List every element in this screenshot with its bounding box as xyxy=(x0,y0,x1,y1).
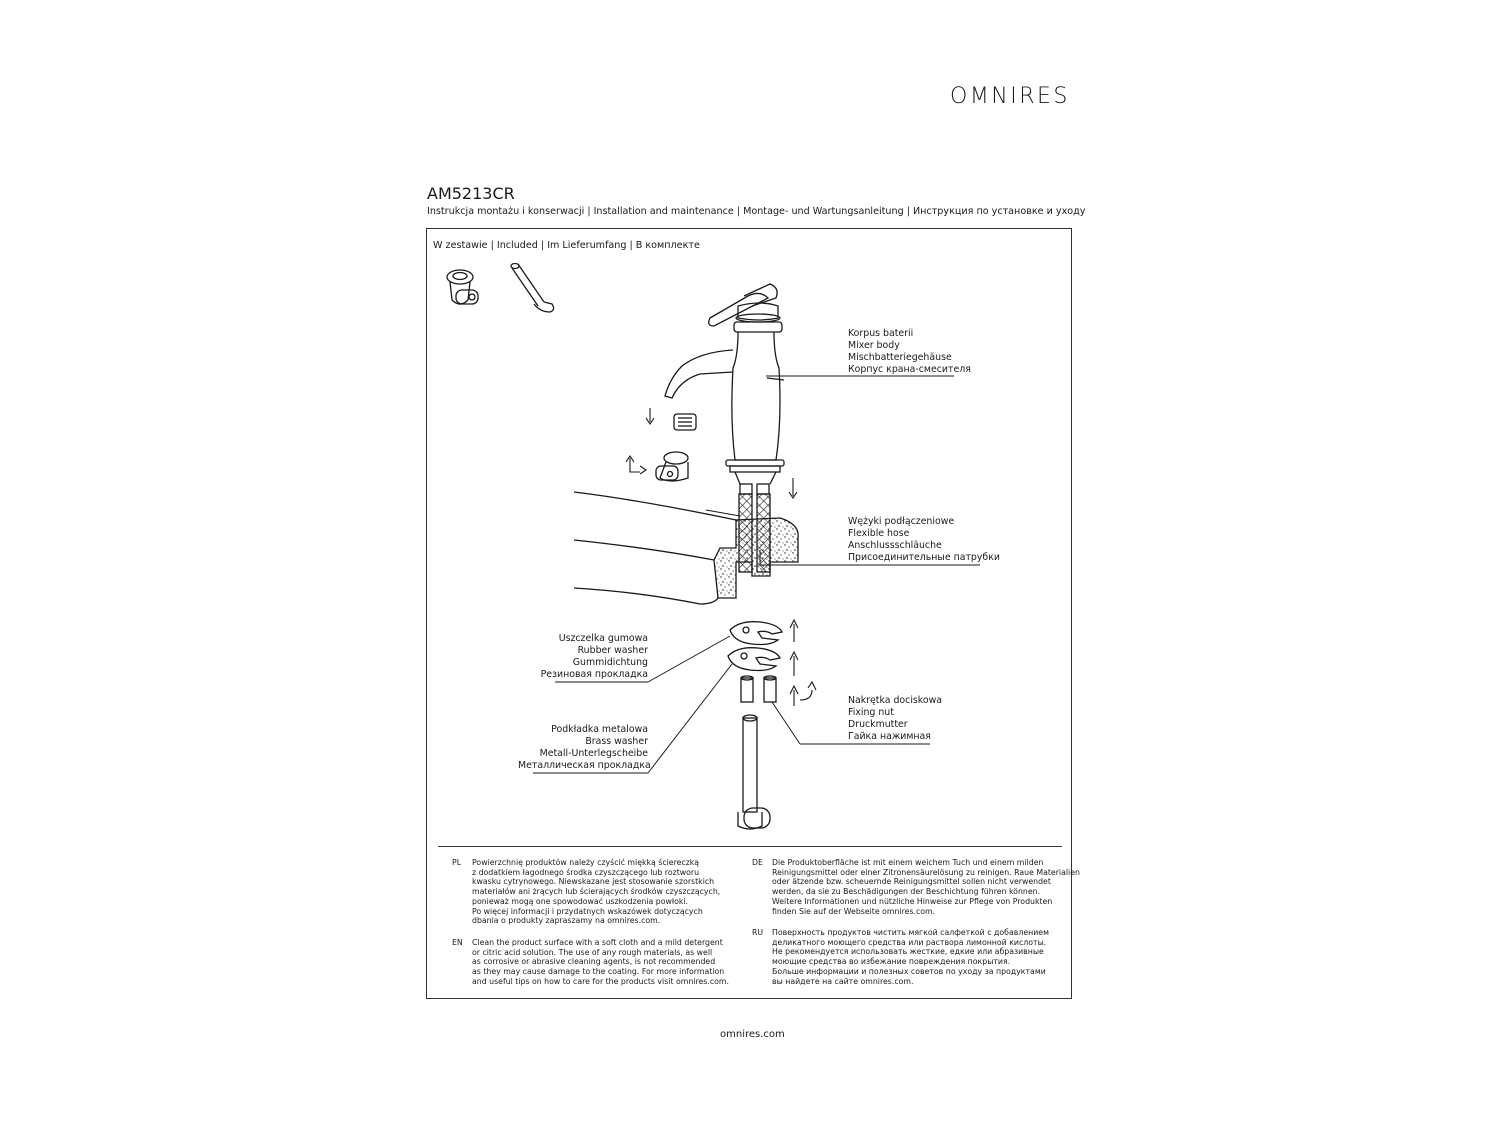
care-code-de: DE xyxy=(752,858,763,867)
care-code-en: EN xyxy=(452,938,463,947)
footer-website-link[interactable]: omnires.com xyxy=(720,1029,785,1040)
document-subtitle: Instrukcja montażu i konserwacji | Installation and maintenance | Montage- und Wartungsanleitung | Инструкция по установке и уходу xyxy=(427,206,1086,217)
care-code-pl: PL xyxy=(452,858,462,867)
care-divider xyxy=(438,846,1062,847)
label-rubber-washer: Uszczelka gumowa Rubber washer Gummidichtung Резиновая прокладка xyxy=(540,633,648,680)
brand-logo: OMNIRES xyxy=(950,84,1070,109)
label-brass-washer: Podkładka metalowa Brass washer Metall-Unterlegscheibe Металлическая прокладка xyxy=(518,724,651,771)
included-title: W zestawie | Included | Im Lieferumfang | В комплекте xyxy=(433,240,700,251)
mounting-pin-drawing xyxy=(738,715,770,829)
aerator-drawing xyxy=(656,414,696,481)
included-key-icon xyxy=(447,270,478,304)
model-number: AM5213CR xyxy=(427,184,515,203)
label-fixing-nut: Nakrętka dociskowa Fixing nut Druckmutter Гайка нажимная xyxy=(848,695,943,742)
brass-washer-drawing xyxy=(728,648,780,671)
label-mixer-body: Korpus baterii Mixer body Mischbatteriegehäuse Корпус крана-смесителя xyxy=(848,328,971,375)
rubber-washer-drawing xyxy=(730,622,782,645)
included-pin-icon xyxy=(511,264,554,313)
fixing-nut-drawing xyxy=(741,676,776,702)
care-code-ru: RU xyxy=(752,928,764,937)
label-flexible-hose: Wężyki podłączeniowe Flexible hose Anschlussschläuche Присоединительные патрубки xyxy=(848,516,1000,563)
